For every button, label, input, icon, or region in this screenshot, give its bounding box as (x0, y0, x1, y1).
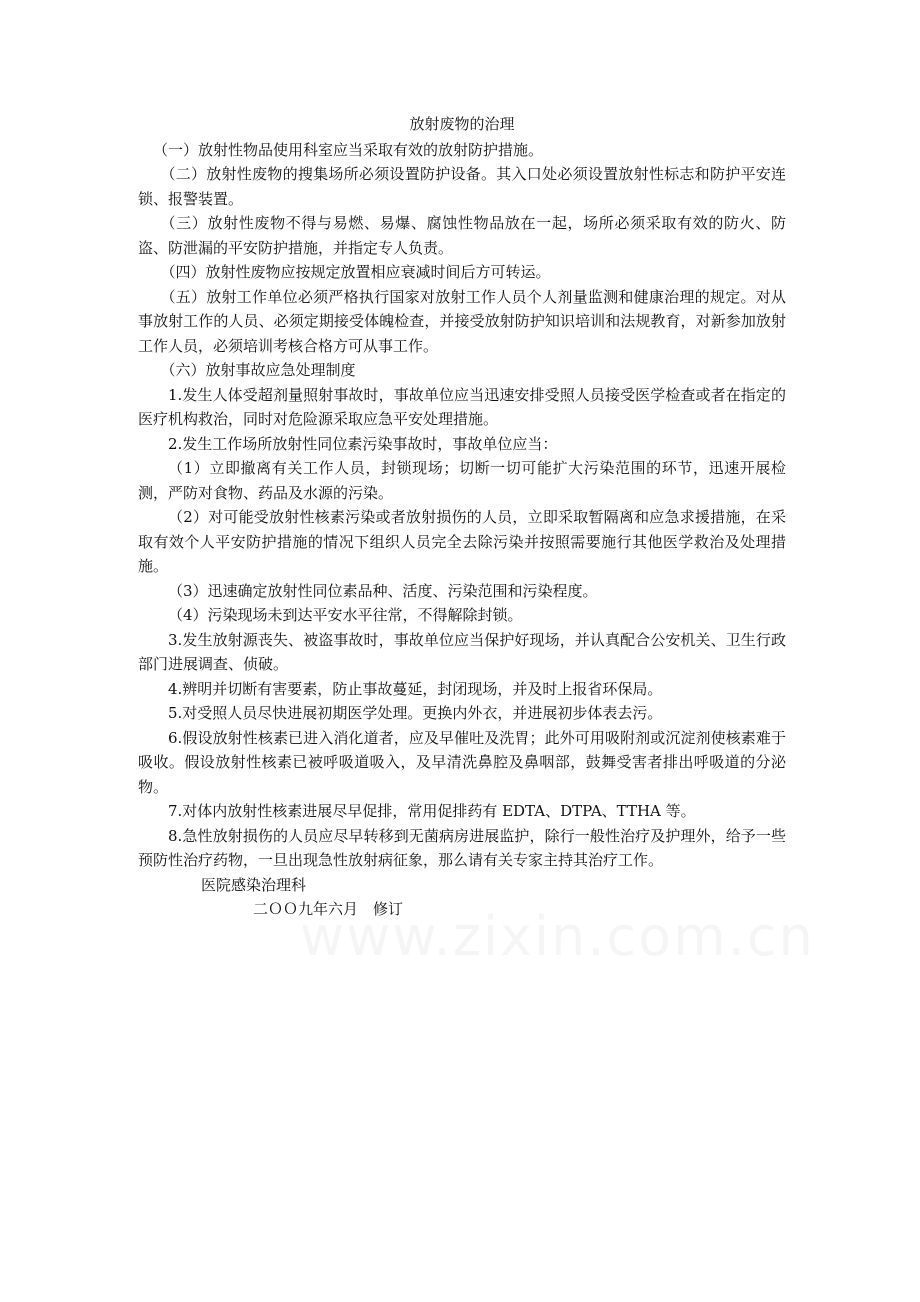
paragraph-4: （四）放射性废物应按规定放置相应衰减时间后方可转运。 (160, 263, 551, 281)
paragraph-6: （六）放射事故应急处理制度 (160, 361, 356, 379)
paragraph-12: （4）污染现场未到达平安水平往常，不得解除封锁。 (168, 606, 523, 624)
paragraph-5: （五）放射工作单位必须严格执行国家对放射工作人员个人剂量监测和健康治理的规定。对从事放射工作的人员、必须定期接受体魄检查，并接受放射防护知识培训和法规教育，对新参加放射工作人员，必须培训考核合格方可从事工作。 (138, 287, 786, 355)
paragraph-10: （2）对可能受放射性核素污染或者放射损伤的人员，立即采取暂隔离和应急求援措施，在采取有效个人平安防护措施的情况下组织人员完全去除污染并按照需要施行其他医学救治及处理措施。 (138, 508, 786, 575)
signature-department: 医院感染治理科 (201, 875, 307, 894)
paragraph-1: （一）放射性物品使用科室应当采取有效的放射防护措施。 (153, 140, 544, 159)
paragraph-14: 4.辨明并切断有害要素，防止事故蔓延，封闭现场，并及时上报省环保局。 (168, 679, 663, 698)
paragraph-7: 1.发生人体受超剂量照射事故时，事故单位应当迅速安排受照人员接受医学检查或者在指定的医疗机构救治，同时对危险源采取应急平安处理措施。 (138, 385, 786, 428)
paragraph-13: 3.发生放射源丧失、被盗事故时，事故单位应当保护好现场，并认真配合公安机关、卫生行政部门进展调查、侦破。 (138, 630, 786, 673)
paragraph-15: 5.对受照人员尽快进展初期医学处理。更换内外衣，并进展初步体表去污。 (168, 704, 663, 722)
paragraph-9: （1）立即撤离有关工作人员，封锁现场；切断一切可能扩大污染范围的环节，迅速开展检测，严防对食物、药品及水源的污染。 (138, 459, 786, 502)
paragraph-16: 6.假设放射性核素已进入消化道者，应及早催吐及洗胃；此外可用吸附剂或沉淀剂使核素难于吸收。假设放射性核素已被呼吸道吸入，及早清洗鼻腔及鼻咽部，鼓舞受害者排出呼吸道的分泌物。 (138, 728, 786, 796)
watermark-text (300, 905, 815, 968)
paragraph-8: 2.发生工作场所放射性同位素污染事故时，事故单位应当： (168, 434, 558, 453)
paragraph-18: 8.急性放射损伤的人员应尽早转移到无菌病房进展监护，除行一般性治疗及护理外，给予一些预防性治疗药物，一旦出现急性放射病征象，那么请有关专家主持其治疗工作。 (138, 826, 786, 869)
revision-date: 二ＯＯ九年六月 修订 (253, 900, 404, 918)
paragraph-2: （二）放射性废物的搜集场所必须设置防护设备。其入口处必须设置放射性标志和防护平安连锁、报警装置。 (138, 165, 786, 208)
document-page (138, 112, 786, 922)
paragraph-11: （3）迅速确定放射性同位素品种、活度、污染范围和污染程度。 (168, 581, 598, 600)
document-title: 放射废物的治理 (409, 115, 515, 133)
paragraph-3: （三）放射性废物不得与易燃、易爆、腐蚀性物品放在一起，场所必须采取有效的防火、防盗、防泄漏的平安防护措施，并指定专人负责。 (138, 214, 786, 257)
paragraph-17: 7.对体内放射性核素进展尽早促排，常用促排药有 EDTA、DTPA、TTHA 等。 (168, 802, 696, 820)
